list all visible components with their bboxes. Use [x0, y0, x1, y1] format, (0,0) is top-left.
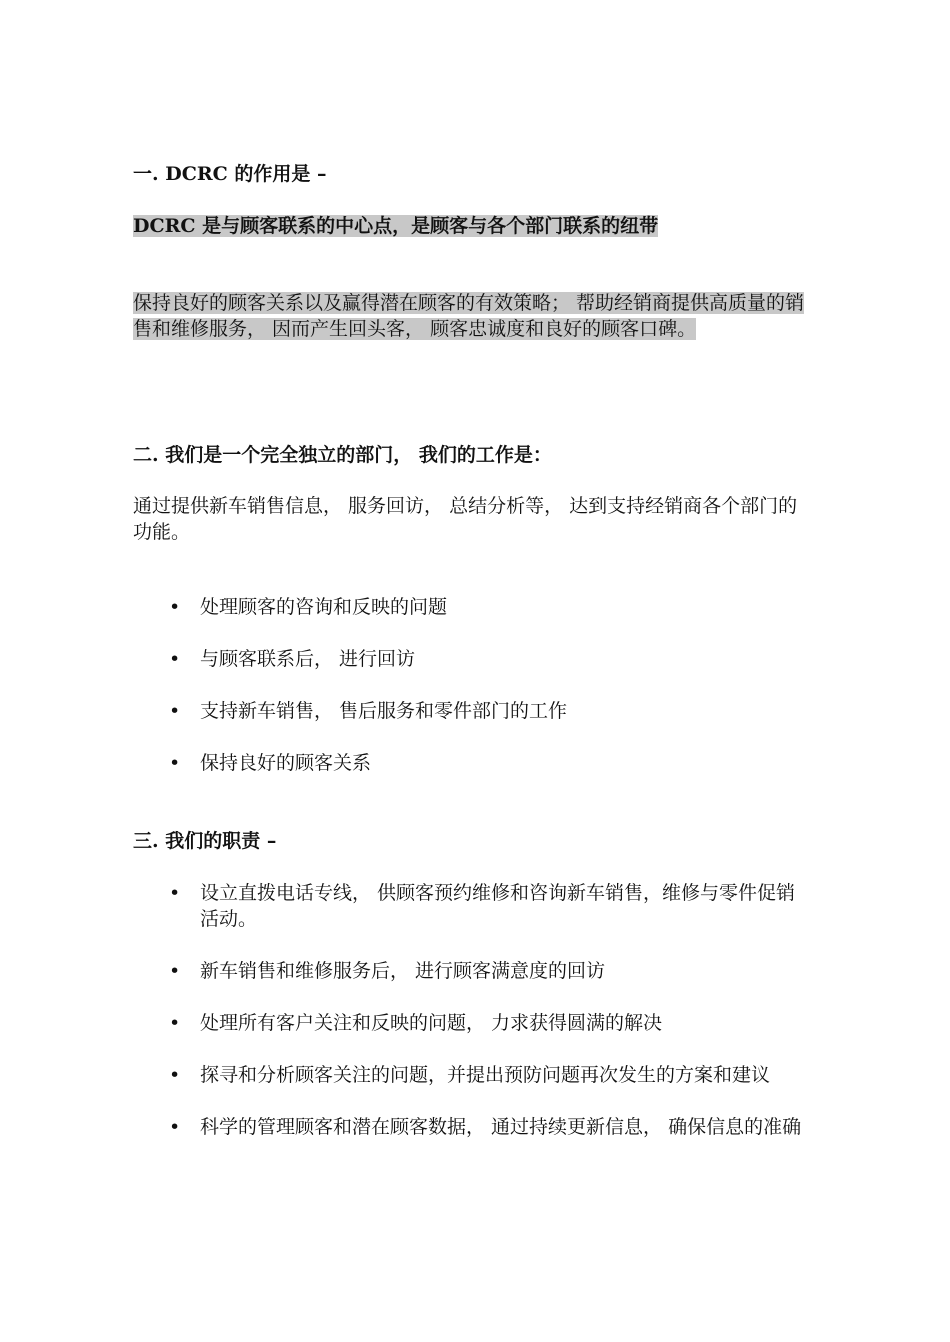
section-3-list — [133, 880, 813, 1140]
section-2-list — [133, 594, 813, 776]
section-1-subheading — [133, 213, 658, 239]
list-item — [133, 880, 813, 932]
list-item-text: 新车销售和维修服务后， 进行顾客满意度的回访 — [200, 960, 606, 982]
bullet-icon: • — [169, 648, 181, 670]
list-item-text: 支持新车销售， 售后服务和零件部门的工作 — [200, 700, 568, 722]
bullet-icon: • — [169, 1064, 181, 1086]
list-item — [133, 1114, 813, 1140]
bullet-icon: • — [169, 1012, 181, 1034]
list-item-text: 处理所有客户关注和反映的问题， 力求获得圆满的解决 — [200, 1012, 663, 1034]
section-1-paragraph-text: 保持良好的顾客关系以及赢得潜在顾客的有效策略； 帮助经销商提供高质量的销售和维修服务， 因而产生回头客， 顾客忠诚度和良好的顾客口碑。 — [133, 292, 805, 340]
bullet-icon: • — [169, 882, 181, 904]
section-1-paragraph — [133, 290, 813, 342]
bullet-icon: • — [169, 596, 181, 618]
list-item-text: 保持良好的顾客关系 — [200, 752, 372, 774]
list-item — [133, 1010, 813, 1036]
bullet-icon: • — [169, 960, 181, 982]
list-item — [133, 646, 813, 672]
section-2-heading: 二. 我们是一个完全独立的部门， 我们的工作是： — [133, 444, 552, 466]
list-item — [133, 698, 813, 724]
list-item — [133, 958, 813, 984]
list-item-text: 与顾客联系后， 进行回访 — [200, 648, 416, 670]
list-item — [133, 594, 813, 620]
bullet-icon: • — [169, 752, 181, 774]
list-item — [133, 1062, 813, 1088]
section-1-heading: 一. DCRC 的作用是 – — [133, 163, 327, 185]
section-1-subheading-text: DCRC 是与顾客联系的中心点，是顾客与各个部门联系的纽带 — [133, 215, 659, 237]
section-2-paragraph: 通过提供新车销售信息， 服务回访， 总结分析等， 达到支持经销商各个部门的功能。 — [133, 495, 798, 543]
bullet-icon: • — [169, 1116, 181, 1138]
list-item-text: 科学的管理顾客和潜在顾客数据， 通过持续更新信息， 确保信息的准确 — [200, 1116, 802, 1138]
list-item — [133, 750, 813, 776]
list-item-text: 设立直拨电话专线， 供顾客预约维修和咨询新车销售，维修与零件促销活动。 — [200, 882, 796, 930]
section-3-heading: 三. 我们的职责 – — [133, 830, 277, 852]
list-item-text: 探寻和分析顾客关注的问题，并提出预防问题再次发生的方案和建议 — [200, 1064, 771, 1086]
bullet-icon: • — [169, 700, 181, 722]
list-item-text: 处理顾客的咨询和反映的问题 — [200, 596, 448, 618]
